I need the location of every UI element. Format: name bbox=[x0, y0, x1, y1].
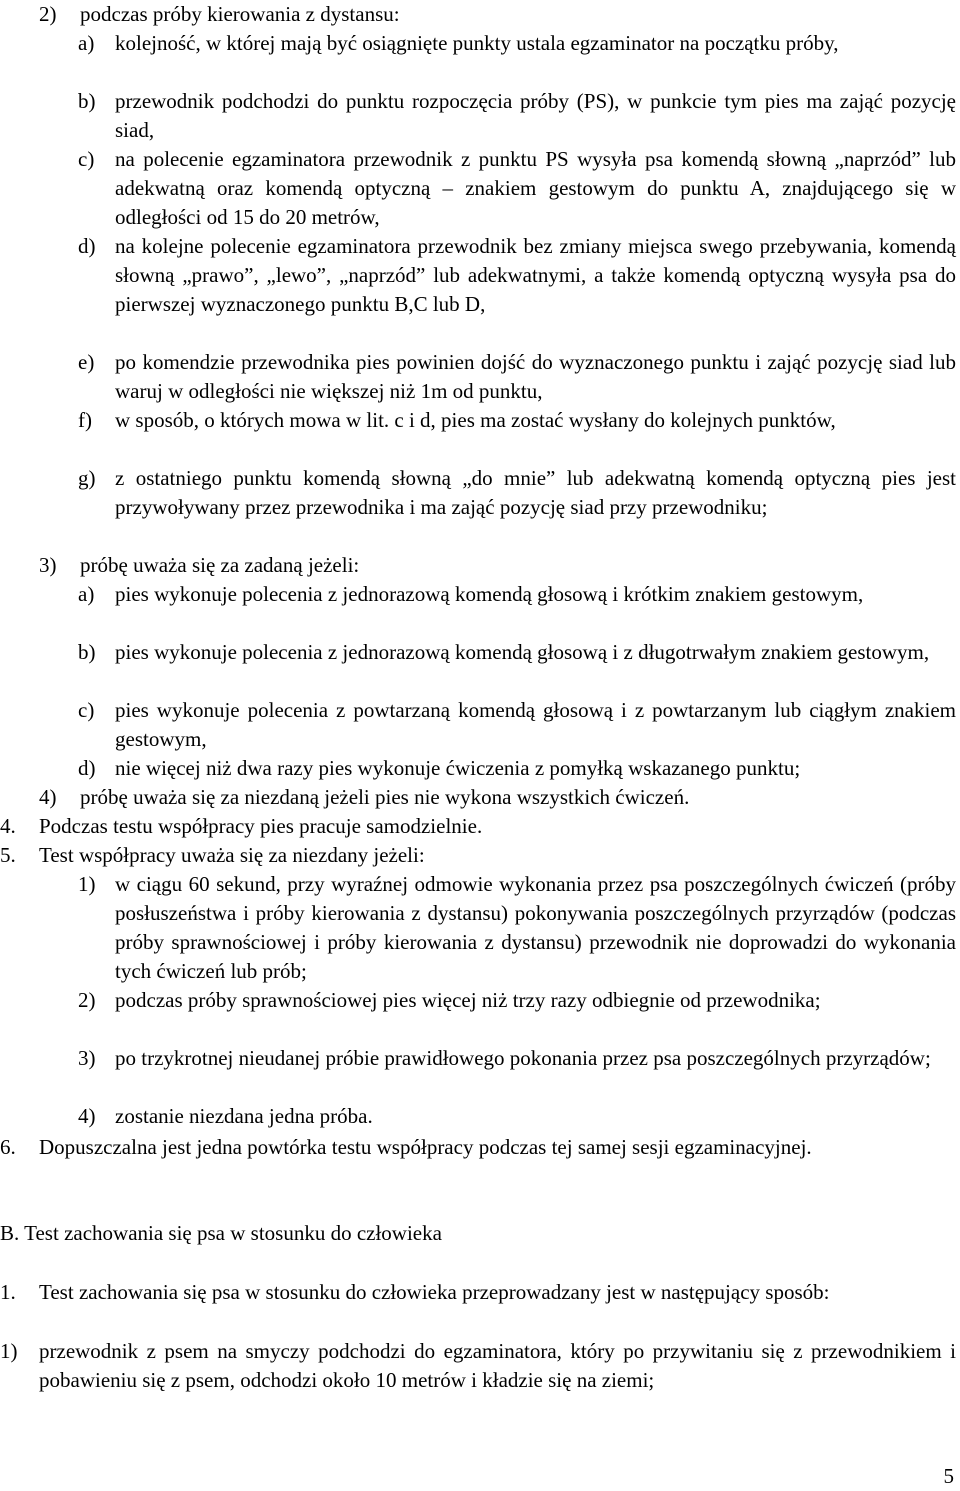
list-item-text: kolejność, w której mają być osiągnięte punkty ustala egzaminator na początku próby, bbox=[115, 31, 839, 55]
list-item-number: 1) bbox=[0, 1339, 18, 1363]
list-item bbox=[0, 1337, 956, 1395]
list-item bbox=[39, 551, 956, 580]
list-item bbox=[39, 783, 956, 812]
list-item-text: pies wykonuje polecenia z jednorazową komendą głosową i z długotrwałym znakiem gestowym, bbox=[115, 640, 930, 664]
list-item-number: 4. bbox=[0, 814, 16, 838]
list-item bbox=[78, 464, 956, 522]
list-item bbox=[39, 0, 956, 29]
list-item-number: 2) bbox=[78, 988, 96, 1012]
list-item-text: Podczas testu współpracy pies pracuje samodzielnie. bbox=[39, 814, 483, 838]
list-item-text: na polecenie egzaminatora przewodnik z punktu PS wysyła psa komendą słowną „naprzód” lub adekwatną oraz komendą optyczną – znakiem gestowym do punktu A, znajdującego się w odległości od 15 do 20 metrów, bbox=[115, 147, 956, 229]
list-item bbox=[78, 870, 956, 986]
list-item-number: 5. bbox=[0, 843, 16, 867]
list-item-text: z ostatniego punktu komendą słowną „do mnie” lub adekwatną komendą optyczną pies jest przywoływany przez przewodnika i ma zająć pozycję siad przy przewodniku; bbox=[115, 466, 956, 519]
list-item-number: 6. bbox=[0, 1135, 16, 1159]
list-item-number: 1) bbox=[78, 872, 96, 896]
list-item-number: e) bbox=[78, 350, 95, 374]
list-item bbox=[78, 1044, 956, 1073]
list-item-number: g) bbox=[78, 466, 96, 490]
page-number: 5 bbox=[943, 1464, 954, 1488]
list-item-number: 4) bbox=[39, 785, 57, 809]
list-item bbox=[0, 841, 956, 870]
list-item-text: pies wykonuje polecenia z powtarzaną komendą głosową i z powtarzanym lub ciągłym znakiem gestowym, bbox=[115, 698, 956, 751]
list-item-number: 1. bbox=[0, 1280, 16, 1304]
list-item-number: a) bbox=[78, 31, 95, 55]
list-item-number: d) bbox=[78, 756, 96, 780]
list-item-number: a) bbox=[78, 582, 95, 606]
list-item-number: 3) bbox=[78, 1046, 96, 1070]
list-item-text: Test zachowania się psa w stosunku do człowieka przeprowadzany jest w następujący sposób: bbox=[39, 1280, 830, 1304]
list-item-number: b) bbox=[78, 640, 96, 664]
list-item-text: w ciągu 60 sekund, przy wyraźnej odmowie wykonania przez psa poszczególnych ćwiczeń (próby posłuszeństwa i próby kierowania z dystansu) pokonywania poszczególnych przyrządów (podczas próby sprawnościowej i próby kierowania z dystansu) przewodnik nie doprowadzi do wykonania tych ćwiczeń lub prób; bbox=[115, 872, 956, 983]
list-item bbox=[78, 1102, 956, 1131]
list-item-text: na kolejne polecenie egzaminatora przewodnik bez zmiany miejsca swego przebywania, komendą słowną „prawo”, „lewo”, „naprzód” lub adekwatnymi, a także komendą optyczną wysyła psa do pierwszej wyznaczonego punktu B,C lub D, bbox=[115, 234, 956, 316]
list-item-text: pies wykonuje polecenia z jednorazową komendą głosową i krótkim znakiem gestowym, bbox=[115, 582, 864, 606]
list-item-number: c) bbox=[78, 698, 95, 722]
list-item bbox=[78, 986, 956, 1015]
list-item-text: zostanie niezdana jedna próba. bbox=[115, 1104, 373, 1128]
list-item-text: próbę uważa się za niezdaną jeżeli pies nie wykona wszystkich ćwiczeń. bbox=[80, 785, 690, 809]
list-item-text: Dopuszczalna jest jedna powtórka testu współpracy podczas tej samej sesji egzaminacyjnej. bbox=[39, 1135, 812, 1159]
section-heading: B. Test zachowania się psa w stosunku do człowieka bbox=[0, 1221, 442, 1245]
list-item-text: próbę uważa się za zadaną jeżeli: bbox=[80, 553, 360, 577]
list-item-text: Test współpracy uważa się za niezdany jeżeli: bbox=[39, 843, 425, 867]
list-item-text: po komendzie przewodnika pies powinien dojść do wyznaczonego punktu i zająć pozycję siad lub waruj w odległości nie większej niż 1m od punktu, bbox=[115, 350, 956, 403]
list-item-number: f) bbox=[78, 408, 92, 432]
list-item bbox=[78, 696, 956, 754]
list-item-number: 2) bbox=[39, 2, 57, 26]
list-item-text: przewodnik z psem na smyczy podchodzi do egzaminatora, który po przywitaniu się z przewodnikiem i pobawieniu się z psem, odchodzi około 10 metrów i kładzie się na ziemi; bbox=[39, 1339, 956, 1392]
list-item-number: b) bbox=[78, 89, 96, 113]
list-item-text: podczas próby sprawnościowej pies więcej niż trzy razy odbiegnie od przewodnika; bbox=[115, 988, 821, 1012]
list-item bbox=[78, 406, 956, 435]
list-item bbox=[0, 1278, 956, 1307]
list-item-text: podczas próby kierowania z dystansu: bbox=[80, 2, 400, 26]
list-item bbox=[78, 232, 956, 319]
list-item-text: nie więcej niż dwa razy pies wykonuje ćwiczenia z pomyłką wskazanego punktu; bbox=[115, 756, 801, 780]
list-item bbox=[0, 812, 956, 841]
list-item-number: d) bbox=[78, 234, 96, 258]
list-item-number: c) bbox=[78, 147, 95, 171]
list-item bbox=[78, 580, 956, 609]
list-item-text: w sposób, o których mowa w lit. c i d, pies ma zostać wysłany do kolejnych punktów, bbox=[115, 408, 836, 432]
list-item bbox=[0, 1133, 956, 1162]
list-item-number: 4) bbox=[78, 1104, 96, 1128]
list-item-number: 3) bbox=[39, 553, 57, 577]
list-item bbox=[78, 145, 956, 232]
list-item bbox=[78, 348, 956, 406]
list-item bbox=[78, 87, 956, 145]
list-item-text: po trzykrotnej nieudanej próbie prawidłowego pokonania przez psa poszczególnych przyrządów; bbox=[115, 1046, 931, 1070]
list-item bbox=[78, 638, 956, 667]
list-item-text: przewodnik podchodzi do punktu rozpoczęcia próby (PS), w punkcie tym pies ma zająć pozycję siad, bbox=[115, 89, 956, 142]
list-item bbox=[78, 29, 956, 58]
list-item bbox=[78, 754, 956, 783]
